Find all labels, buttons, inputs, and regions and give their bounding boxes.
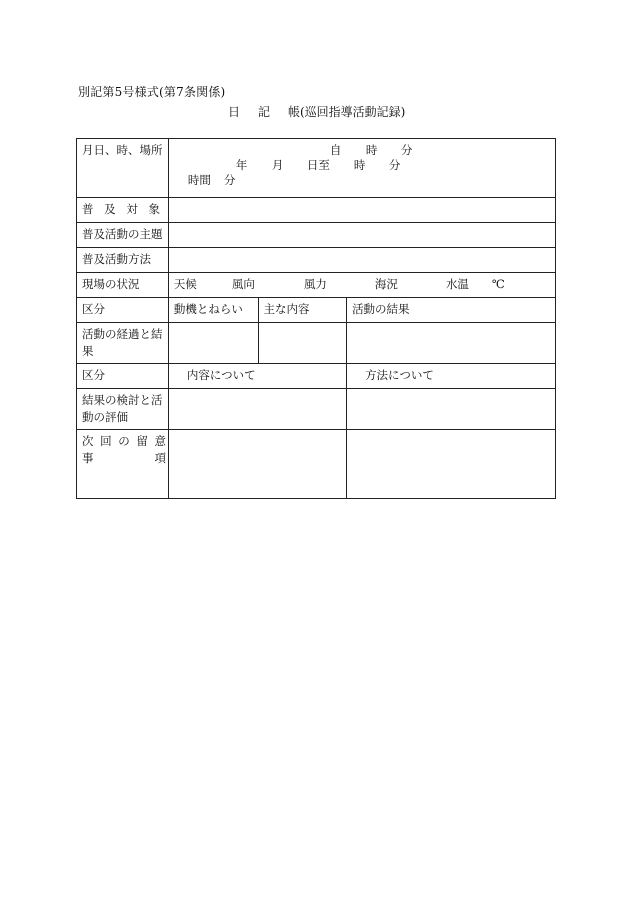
label-situation: 現場の状況 <box>77 273 169 298</box>
text-minute-1: 分 <box>400 143 413 157</box>
label-category-2: 区分 <box>77 364 169 389</box>
text-month: 月 <box>271 158 284 172</box>
label-target-char: 及 <box>104 202 116 216</box>
label-target-char: 普 <box>82 202 94 216</box>
field-situation[interactable] <box>168 273 555 298</box>
row-situation <box>77 273 556 298</box>
label-next-char: 留 <box>136 434 148 448</box>
record-form-table <box>76 138 556 499</box>
form-number: 別記第5号様式(第7条関係) <box>78 85 226 99</box>
title-part-1: 日 <box>228 105 241 119</box>
row-evaluation <box>77 389 556 430</box>
label-progress: 活動の経過と結果 <box>77 323 169 364</box>
label-evaluation: 結果の検討と活動の評価 <box>77 389 169 430</box>
text-from: 自 <box>329 143 342 157</box>
date-field-layout <box>174 142 550 194</box>
text-weather: 天候 <box>173 277 197 291</box>
header-motive: 動機とねらい <box>168 298 258 323</box>
field-main-content[interactable] <box>258 323 347 364</box>
label-theme: 普及活動の主題 <box>77 223 169 248</box>
text-hour-1: 時 <box>365 143 378 157</box>
document-title <box>228 103 405 120</box>
label-category: 区分 <box>77 298 169 323</box>
text-year: 年 <box>235 158 248 172</box>
header-about-content: 内容について <box>168 364 346 389</box>
label-next-char: 項 <box>154 451 166 465</box>
label-next-char: 回 <box>100 434 112 448</box>
field-method[interactable] <box>168 248 555 273</box>
field-next-content[interactable] <box>168 430 346 499</box>
text-duration-hours: 時間 <box>187 173 211 187</box>
field-next-method[interactable] <box>347 430 556 499</box>
text-wind-force: 風力 <box>303 277 327 291</box>
field-motive[interactable] <box>168 323 258 364</box>
label-next-char: 意 <box>154 434 166 448</box>
label-next-notes <box>77 430 169 499</box>
title-part-2: 記 <box>258 105 271 119</box>
row-theme <box>77 223 556 248</box>
label-next-char: 次 <box>82 434 94 448</box>
text-celsius-unit: ℃ <box>491 277 505 291</box>
row-date-time-place <box>77 139 556 198</box>
label-target-char: 象 <box>148 202 160 216</box>
row-category-2 <box>77 364 556 389</box>
text-wind-direction: 風向 <box>231 277 255 291</box>
row-next-notes <box>77 430 556 499</box>
field-activity-result[interactable] <box>347 323 556 364</box>
row-category <box>77 298 556 323</box>
title-part-3: 帳(巡回指導活動記録) <box>288 105 406 119</box>
text-sea-condition: 海況 <box>374 277 398 291</box>
label-next-char: の <box>118 434 130 448</box>
row-target <box>77 198 556 223</box>
label-method: 普及活動方法 <box>77 248 169 273</box>
weather-fields <box>174 276 550 293</box>
label-target <box>77 198 169 223</box>
header-activity-result: 活動の結果 <box>347 298 556 323</box>
header-about-method: 方法について <box>347 364 556 389</box>
header-main-content: 主な内容 <box>258 298 347 323</box>
field-theme[interactable] <box>168 223 555 248</box>
field-eval-method[interactable] <box>347 389 556 430</box>
text-duration-minutes: 分 <box>223 173 236 187</box>
label-target-char: 対 <box>126 202 138 216</box>
field-target[interactable] <box>168 198 555 223</box>
text-minute-2: 分 <box>388 158 401 172</box>
text-hour-2: 時 <box>353 158 366 172</box>
field-date-time-place[interactable] <box>168 139 555 198</box>
field-eval-content[interactable] <box>168 389 346 430</box>
label-date-time-place: 月日、時、場所 <box>77 139 169 198</box>
label-next-char: 事 <box>82 451 94 465</box>
text-day-to: 日至 <box>306 158 330 172</box>
text-water-temp: 水温 <box>445 277 469 291</box>
row-method <box>77 248 556 273</box>
row-progress <box>77 323 556 364</box>
